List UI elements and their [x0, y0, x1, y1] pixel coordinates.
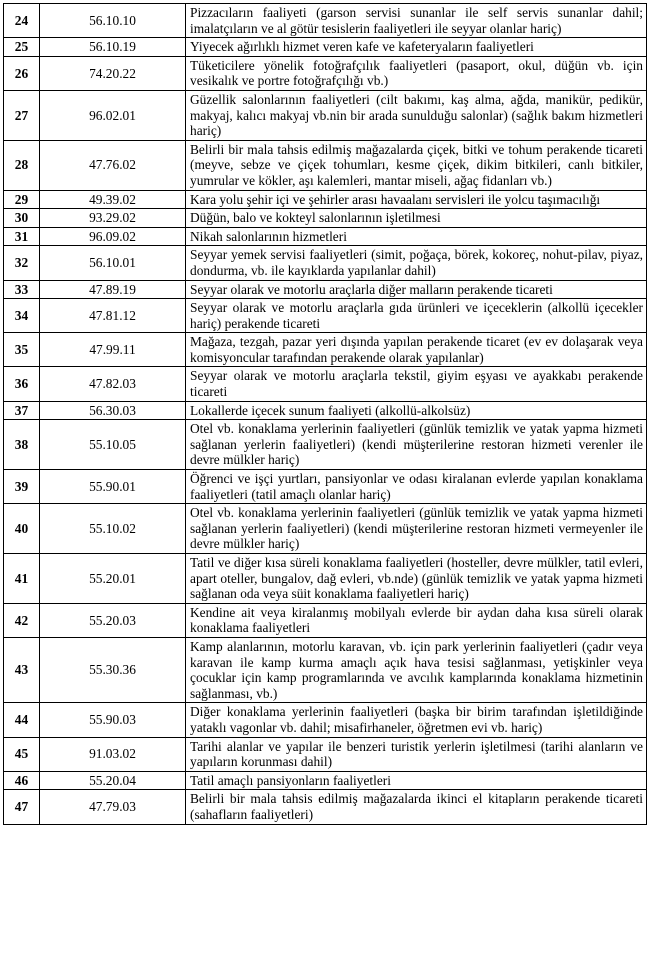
activity-code: 47.81.12 — [40, 299, 186, 333]
table-row — [4, 140, 647, 190]
row-number: 28 — [4, 140, 40, 190]
row-number: 26 — [4, 56, 40, 90]
activity-code: 55.90.01 — [40, 470, 186, 504]
table-row — [4, 333, 647, 367]
row-number: 47 — [4, 790, 40, 824]
activity-code: 96.02.01 — [40, 90, 186, 140]
activity-description: Pizzacıların faaliyeti (garson servisi sunanlar ile self servis sunanlar dahil; imalatçıların ve al götür tesislerin faaliyetleri ile seyyar olanlar hariç) — [186, 4, 647, 38]
activity-description: Kamp alanlarının, motorlu karavan, vb. için park yerlerinin faaliyetleri (çadır veya karavan ile kamp kurma amaçlı açık hava tesisi sağlanması, yetişkinler veya çocuklar için kamp programlarında ve avcılık kamplarında konaklama hizmetinin sağlanması, vb.) — [186, 637, 647, 702]
table-row — [4, 637, 647, 702]
activity-code: 56.30.03 — [40, 401, 186, 420]
activity-code: 47.79.03 — [40, 790, 186, 824]
activity-description: Lokallerde içecek sunum faaliyeti (alkollü-alkolsüz) — [186, 401, 647, 420]
table-row — [4, 790, 647, 824]
activity-description: Otel vb. konaklama yerlerinin faaliyetleri (günlük temizlik ve yatak yapma hizmeti sağlanan yerlerin faaliyetleri) (kendi müşterilerine restoran hizmeti verenler ile devre mülkler hariç) — [186, 420, 647, 470]
activity-description: Yiyecek ağırlıklı hizmet veren kafe ve kafeteryaların faaliyetleri — [186, 38, 647, 57]
activity-code: 55.10.05 — [40, 420, 186, 470]
row-number: 43 — [4, 637, 40, 702]
activity-description: Öğrenci ve işçi yurtları, pansiyonlar ve odası kiralanan evlerde yapılan konaklama faaliyetleri (tatil amaçlı olanlar hariç) — [186, 470, 647, 504]
table-row — [4, 209, 647, 228]
activity-code: 56.10.19 — [40, 38, 186, 57]
activity-description: Mağaza, tezgah, pazar yeri dışında yapılan perakende ticaret (ev ev dolaşarak veya komisyoncular tarafından perakende olarak yapılanlar) — [186, 333, 647, 367]
row-number: 44 — [4, 703, 40, 737]
activity-code: 55.30.36 — [40, 637, 186, 702]
row-number: 42 — [4, 603, 40, 637]
activity-description: Kara yolu şehir içi ve şehirler arası havaalanı servisleri ile yolcu taşımacılığı — [186, 190, 647, 209]
row-number: 41 — [4, 554, 40, 604]
activity-code: 47.82.03 — [40, 367, 186, 401]
activity-code: 47.89.19 — [40, 280, 186, 299]
table-row — [4, 190, 647, 209]
activity-code: 56.10.10 — [40, 4, 186, 38]
activity-code: 74.20.22 — [40, 56, 186, 90]
activity-description: Tarihi alanlar ve yapılar ile benzeri turistik yerlerin işletilmesi (tarihi alanların ve yapıların korunması dahil) — [186, 737, 647, 771]
table-row — [4, 737, 647, 771]
row-number: 38 — [4, 420, 40, 470]
table-row — [4, 470, 647, 504]
table-row — [4, 299, 647, 333]
row-number: 36 — [4, 367, 40, 401]
activity-description: Seyyar yemek servisi faaliyetleri (simit, poğaça, börek, kokoreç, nohut-pilav, piyaz, dondurma, vb. ile kayıklarda yapılanlar dahil) — [186, 246, 647, 280]
activity-code: 55.90.03 — [40, 703, 186, 737]
activity-code: 93.29.02 — [40, 209, 186, 228]
activity-description: Belirli bir mala tahsis edilmiş mağazalarda çiçek, bitki ve tohum perakende ticareti (meyve, sebze ve çiçek tohumları, kesme çiçek, dikim bitkileri, canlı bitkiler, yumrular ve kökler, aşı kalemleri, mantar miseli, ağaç fidanları vb.) — [186, 140, 647, 190]
activity-code: 55.20.03 — [40, 603, 186, 637]
table-row — [4, 4, 647, 38]
activity-description: Otel vb. konaklama yerlerinin faaliyetleri (günlük temizlik ve yatak yapma hizmeti sağlanan yerlerin faaliyetleri) (kendi müşterilerine restoran hizmeti vermeyenler ile devre mülkler hariç) — [186, 504, 647, 554]
table-row — [4, 420, 647, 470]
table-row — [4, 90, 647, 140]
activity-code: 55.20.01 — [40, 554, 186, 604]
activity-code: 55.10.02 — [40, 504, 186, 554]
row-number: 33 — [4, 280, 40, 299]
activity-code: 56.10.01 — [40, 246, 186, 280]
activity-description: Seyyar olarak ve motorlu araçlarla diğer malların perakende ticareti — [186, 280, 647, 299]
table-row — [4, 246, 647, 280]
activity-description: Tatil ve diğer kısa süreli konaklama faaliyetleri (hosteller, devre mülkler, tatil evleri, apart oteller, bungalov, dağ evleri, vb.nde) (günlük temizlik ve yatak yapma hizmeti sağlanan oda veya süit konaklama faaliyetleri hariç) — [186, 554, 647, 604]
row-number: 45 — [4, 737, 40, 771]
row-number: 37 — [4, 401, 40, 420]
row-number: 31 — [4, 227, 40, 246]
table-row — [4, 771, 647, 790]
table-row — [4, 504, 647, 554]
row-number: 30 — [4, 209, 40, 228]
row-number: 24 — [4, 4, 40, 38]
table-row — [4, 56, 647, 90]
row-number: 27 — [4, 90, 40, 140]
row-number: 39 — [4, 470, 40, 504]
activity-description: Düğün, balo ve kokteyl salonlarının işletilmesi — [186, 209, 647, 228]
row-number: 25 — [4, 38, 40, 57]
activity-description: Seyyar olarak ve motorlu araçlarla tekstil, giyim eşyası ve ayakkabı perakende ticareti — [186, 367, 647, 401]
activity-code-table — [3, 3, 647, 825]
row-number: 34 — [4, 299, 40, 333]
table-row — [4, 401, 647, 420]
activity-description: Diğer konaklama yerlerinin faaliyetleri (başka bir birim tarafından işletildiğinde yataklı vagonlar vb. dahil; misafirhaneler, öğretmen evi vb. hariç) — [186, 703, 647, 737]
activity-code: 96.09.02 — [40, 227, 186, 246]
table-row — [4, 367, 647, 401]
table-body — [4, 4, 647, 825]
row-number: 35 — [4, 333, 40, 367]
activity-description: Belirli bir mala tahsis edilmiş mağazalarda ikinci el kitapların perakende ticareti (sahafların faaliyetleri) — [186, 790, 647, 824]
table-row — [4, 554, 647, 604]
table-row — [4, 280, 647, 299]
table-row — [4, 603, 647, 637]
activity-code: 47.99.11 — [40, 333, 186, 367]
row-number: 40 — [4, 504, 40, 554]
activity-description: Nikah salonlarının hizmetleri — [186, 227, 647, 246]
row-number: 29 — [4, 190, 40, 209]
table-row — [4, 38, 647, 57]
row-number: 32 — [4, 246, 40, 280]
activity-code: 55.20.04 — [40, 771, 186, 790]
activity-code: 91.03.02 — [40, 737, 186, 771]
activity-description: Kendine ait veya kiralanmış mobilyalı evlerde bir aydan daha kısa süreli olarak konaklama faaliyetleri — [186, 603, 647, 637]
activity-code: 49.39.02 — [40, 190, 186, 209]
table-row — [4, 703, 647, 737]
table-row — [4, 227, 647, 246]
activity-code: 47.76.02 — [40, 140, 186, 190]
row-number: 46 — [4, 771, 40, 790]
activity-description: Tüketicilere yönelik fotoğrafçılık faaliyetleri (pasaport, okul, düğün vb. için vesikalık ve portre fotoğrafçılığı vb.) — [186, 56, 647, 90]
activity-description: Güzellik salonlarının faaliyetleri (cilt bakımı, kaş alma, ağda, manikür, pedikür, makyaj, kalıcı makyaj vb.nin bir arada sunulduğu salonlar) (sağlık bakım hizmetleri hariç) — [186, 90, 647, 140]
activity-description: Tatil amaçlı pansiyonların faaliyetleri — [186, 771, 647, 790]
activity-description: Seyyar olarak ve motorlu araçlarla gıda ürünleri ve içeceklerin (alkollü içecekler hariç) perakende ticareti — [186, 299, 647, 333]
